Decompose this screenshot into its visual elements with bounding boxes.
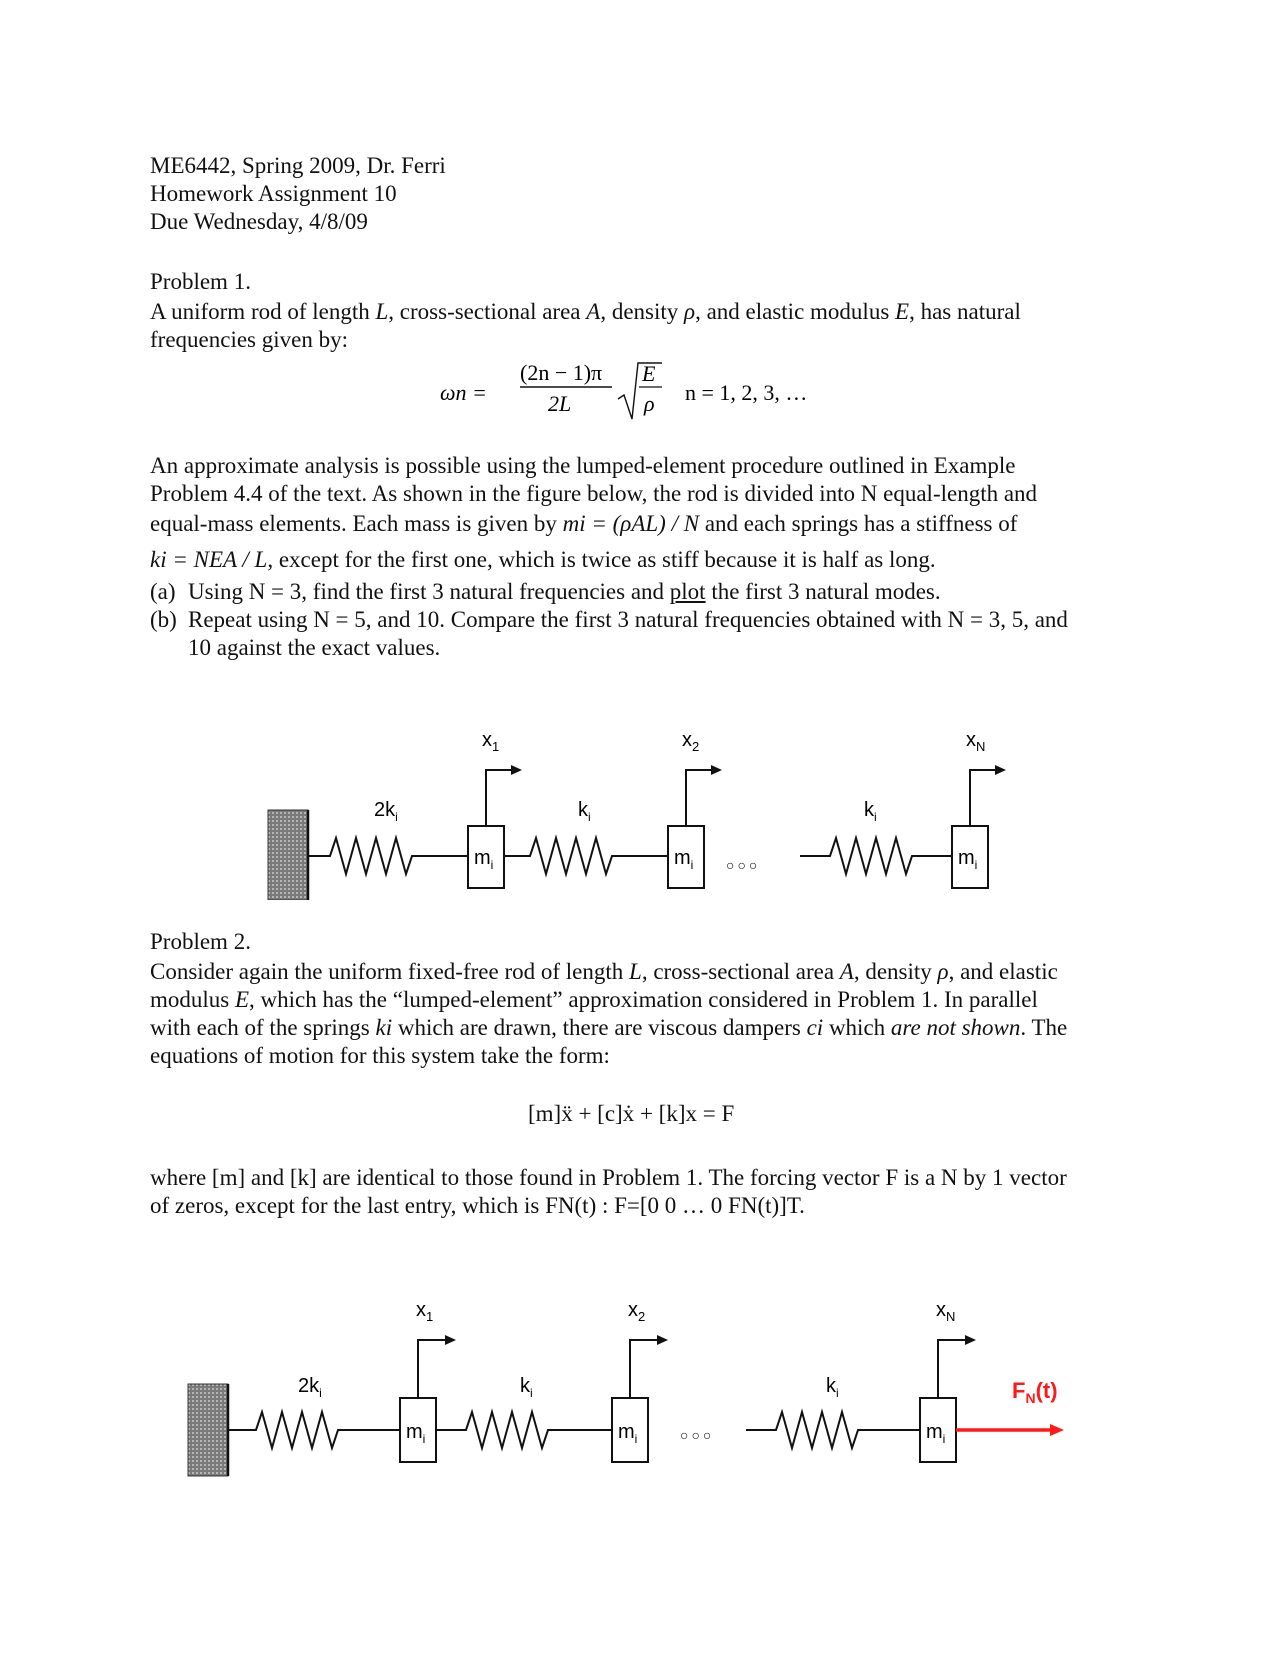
fixed-wall (268, 810, 308, 900)
p2-line1: Consider again the uniform fixed-free rod of length L, cross-sectional area A, density ρ, and elastic (150, 959, 1058, 984)
x1-arrow-shaft-fig2 (418, 1340, 446, 1398)
x1-arrow-head (511, 765, 522, 775)
equation-graphic (440, 355, 840, 425)
xn-label: $x_N$ (966, 729, 986, 754)
natural-frequency-equation (440, 355, 840, 425)
x2-arrow-shaft-fig2 (630, 1340, 658, 1398)
problem1-intro-line2: frequencies given by: (150, 327, 348, 352)
x2-arrow-head (711, 765, 722, 775)
spring-1 (308, 838, 468, 874)
spring-n-fig2 (746, 1412, 920, 1448)
figure2-forced-spring-mass-chain (0, 1260, 1280, 1520)
p1-para-line2: Problem 4.4 of the text. As shown in the figure below, the rod is divided into N equal-length and (150, 481, 1038, 506)
xn-arrow-shaft (970, 770, 996, 826)
eq-sqrt-denominator: ρ (644, 391, 655, 416)
figure1-spring-mass-chain (0, 680, 1280, 900)
xn-label-fig2: $x_N$ (936, 1299, 956, 1324)
spring1-label: $2k_i$ (374, 799, 398, 824)
mass-formula: mi = (ρAL) / N (562, 511, 700, 536)
stiffness-formula: ki = NEA / L (150, 547, 268, 572)
due-date-line: Due Wednesday, 4/8/09 (150, 209, 368, 234)
x1-label-fig2: $x_1$ (416, 1299, 434, 1324)
assignment-line: Homework Assignment 10 (150, 181, 397, 206)
p1-para-line3: equal-mass elements. Each mass is given by mi = (ρAL) / N and each springs has a stiffness of (150, 511, 1018, 536)
x1-arrow-head-fig2 (445, 1335, 456, 1345)
x2-label: $x_2$ (682, 729, 700, 754)
xn-arrow-head-fig2 (965, 1335, 976, 1345)
force-label: $F_N(t)$ (1012, 1378, 1058, 1406)
springn-label-fig2: $k_i$ (826, 1375, 839, 1400)
eq-lhs: ωn = (440, 380, 487, 405)
equation-of-motion: [m]ẍ + [c]ẋ + [k]x = F (528, 1101, 735, 1126)
p2-where-line1: where [m] and [k] are identical to those found in Problem 1. The forcing vector F is a N by 1 vector (150, 1165, 1067, 1190)
x1-arrow-shaft (486, 770, 512, 826)
p2-line3: with each of the springs ki which are drawn, there are viscous dampers ci which are not shown. The (150, 1015, 1068, 1040)
springn-label: $k_i$ (864, 799, 877, 824)
mass2-label: $m_i$ (674, 847, 694, 872)
p1-para-line1: An approximate analysis is possible using the lumped-element procedure outlined in Example (150, 453, 1016, 478)
course-line: ME6442, Spring 2009, Dr. Ferri (150, 153, 446, 178)
spring-2 (504, 838, 668, 874)
x1-label: $x_1$ (482, 729, 500, 754)
mass1-label: $m_i$ (474, 847, 494, 872)
x2-arrow-shaft (686, 770, 712, 826)
xn-arrow-head (995, 765, 1006, 775)
p2-line4: equations of motion for this system take the form: (150, 1043, 610, 1068)
part-a-label: (a) (150, 579, 176, 604)
part-b-label: (b) (150, 607, 177, 632)
eq-n-values: n = 1, 2, 3, … (685, 380, 808, 405)
eq-sqrt-numerator: E (642, 361, 656, 386)
p2-where-line2: of zeros, except for the last entry, which is FN(t) : F=[0 0 … 0 FN(t)]T. (150, 1193, 805, 1218)
spring2-label-fig2: $k_i$ (520, 1375, 533, 1400)
spring-2-fig2 (436, 1412, 612, 1448)
massn-label-fig2: $m_i$ (926, 1421, 946, 1446)
ellipsis-dots-fig2: ○○○ (680, 1427, 715, 1443)
problem1-intro-line1: A uniform rod of length L, cross-sectional area A, density ρ, and elastic modulus E, has natural (150, 299, 1021, 324)
spring-1-fig2 (228, 1412, 400, 1448)
p2-line2: modulus E, which has the “lumped-element” approximation considered in Problem 1. In parallel (150, 987, 1038, 1012)
x2-arrow-head-fig2 (657, 1335, 668, 1345)
part-b-text-line2: 10 against the exact values. (188, 635, 441, 660)
spring2-label: $k_i$ (578, 799, 591, 824)
x2-label-fig2: $x_2$ (628, 1299, 646, 1324)
eq-numerator: (2n − 1)π (520, 360, 603, 385)
xn-arrow-shaft-fig2 (938, 1340, 966, 1398)
part-b-text-line1: Repeat using N = 5, and 10. Compare the first 3 natural frequencies obtained with N = 3, 5, and (188, 607, 1068, 632)
p1-para-line4: ki = NEA / L, except for the first one, which is twice as stiff because it is half as long. (150, 547, 936, 572)
massn-label: $m_i$ (958, 847, 978, 872)
problem2-title: Problem 2. (150, 929, 251, 954)
mass2-label-fig2: $m_i$ (618, 1421, 638, 1446)
force-arrow-head (1050, 1424, 1064, 1436)
eq-denominator: 2L (548, 391, 572, 416)
problem1-title: Problem 1. (150, 269, 251, 294)
spring-n (800, 838, 952, 874)
part-a-text: Using N = 3, find the first 3 natural frequencies and plot the first 3 natural modes. (188, 579, 941, 604)
ellipsis-dots: ○○○ (726, 857, 761, 873)
fixed-wall-2 (188, 1384, 228, 1476)
spring1-label-fig2: $2k_i$ (298, 1375, 322, 1400)
mass1-label-fig2: $m_i$ (406, 1421, 426, 1446)
